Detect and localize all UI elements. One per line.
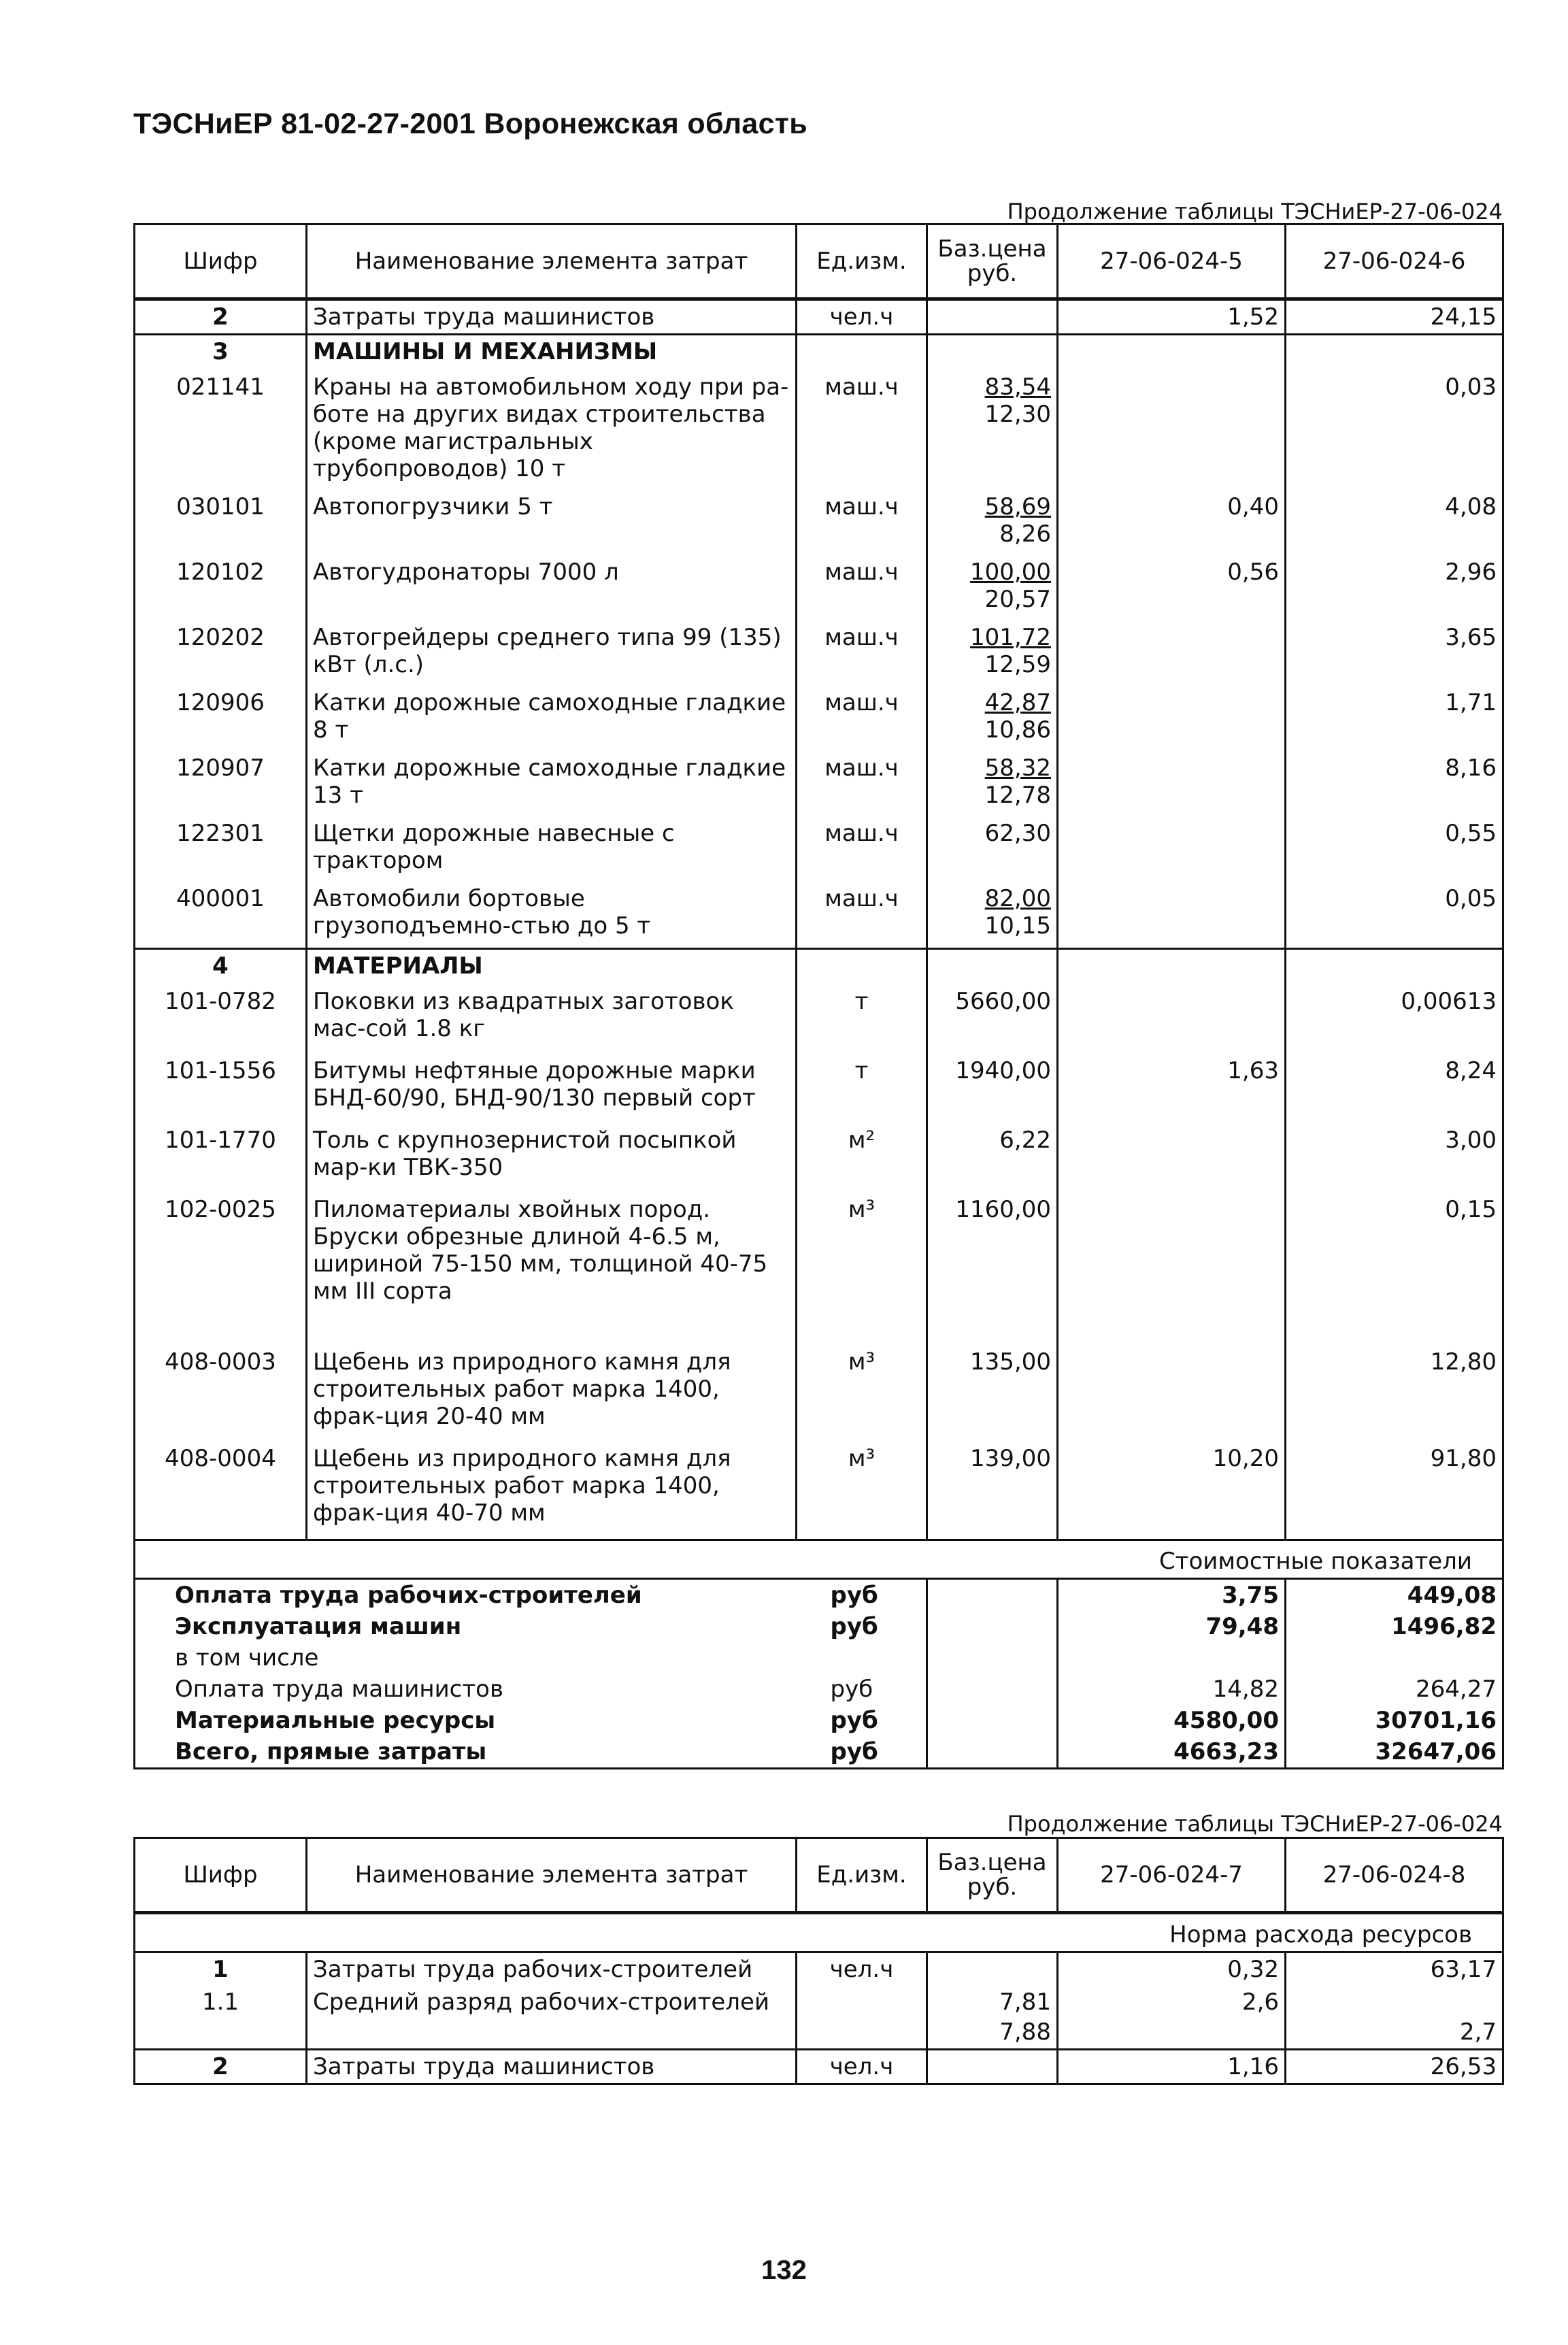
table-row (135, 1124, 1503, 1193)
summary-unit: руб (830, 1738, 878, 1765)
summary-value-a: 3,75 (1058, 1579, 1286, 1612)
summary-value-b (1286, 1642, 1503, 1674)
table-row (135, 2018, 1503, 2050)
row-price: 1160,00 (927, 1193, 1058, 1346)
resource-table (133, 223, 1504, 1769)
summary-row (135, 1611, 1503, 1642)
summary-row (135, 1579, 1503, 1612)
row-name: Автогудронаторы 7000 л (307, 556, 797, 621)
operator-wage: 12,78 (984, 782, 1051, 809)
base-price: 82,00 (984, 885, 1051, 912)
row-name: Краны на автомобильном ходу при ра-боте на других видах строительства (кроме магистральных трубопроводов) 10 т (307, 371, 797, 490)
row-unit (797, 1986, 927, 2018)
row-price (927, 686, 1058, 752)
row-price (927, 2050, 1058, 2084)
row-value-a (1058, 371, 1286, 490)
row-unit: т (797, 985, 927, 1054)
summary-label: в том числе (175, 1644, 319, 1672)
page-number: 132 (761, 2255, 807, 2285)
summary-label: Оплата труда рабочих-строителей (135, 1579, 797, 1612)
row-code: 021141 (176, 373, 265, 401)
summary-row (135, 1674, 1503, 1705)
base-price: 101,72 (970, 624, 1051, 651)
row-value-a: 0,56 (1058, 556, 1286, 621)
row-code: 122301 (176, 820, 265, 847)
summary-unit: руб (797, 1579, 927, 1612)
row-value-a: 10,20 (1058, 1442, 1286, 1540)
col-header-a: 27-06-024-5 (1058, 224, 1286, 299)
row-value-b: 3,65 (1286, 621, 1503, 686)
row-code: 120906 (176, 689, 265, 716)
row-price (927, 556, 1058, 621)
row-value-b: 8,24 (1286, 1054, 1503, 1124)
operator-wage: 8,26 (999, 520, 1051, 548)
summary-price (927, 1705, 1058, 1736)
row-name: Затраты труда рабочих-строителей (307, 1952, 797, 1986)
table-header-row (135, 224, 1503, 299)
row-value-b: 1,71 (1286, 686, 1503, 752)
summary-row (135, 1736, 1503, 1769)
row-unit: м² (797, 1124, 927, 1193)
table-row (135, 752, 1503, 817)
table-row (135, 1193, 1503, 1346)
summary-row (135, 1642, 1503, 1674)
summary-value-a (1058, 1642, 1286, 1674)
row-unit: м³ (797, 1442, 927, 1540)
row-unit: маш.ч (797, 752, 927, 817)
col-header-name: Наименование элемента затрат (307, 1838, 797, 1913)
operator-wage: 10,86 (984, 716, 1051, 744)
section-title: МАШИНЫ И МЕХАНИЗМЫ (307, 335, 797, 371)
col-header-b: 27-06-024-6 (1286, 224, 1503, 299)
table-row (135, 2050, 1503, 2084)
row-price: 7,88 (927, 2018, 1058, 2050)
operator-wage: 12,30 (984, 401, 1051, 428)
table-row (135, 1986, 1503, 2018)
col-header-price: Баз.цена руб. (927, 224, 1058, 299)
row-code: 408-0003 (165, 1348, 276, 1376)
summary-label: Эксплуатация машин (175, 1613, 462, 1640)
row-name: Поковки из квадратных заготовок мас-сой 1.8 кг (307, 985, 797, 1054)
table-header-row (135, 1838, 1503, 1913)
col-header-code: Шифр (135, 224, 307, 299)
row-name: Затраты труда машинистов (307, 299, 797, 335)
row-name: Толь с крупнозернистой посыпкой мар-ки ТВК-350 (307, 1124, 797, 1193)
table-row (135, 299, 1503, 335)
row-value-a: 0,40 (1058, 490, 1286, 556)
col-header-unit: Ед.изм. (797, 224, 927, 299)
table-row (135, 1952, 1503, 1986)
row-value-b: 0,00613 (1286, 985, 1503, 1054)
summary-unit: руб (830, 1613, 878, 1640)
row-unit: маш.ч (797, 621, 927, 686)
table-caption: Продолжение таблицы ТЭСНиЕР-27-06-024 (1007, 199, 1503, 224)
table-row (135, 817, 1503, 882)
table-caption: Продолжение таблицы ТЭСНиЕР-27-06-024 (1007, 1811, 1503, 1837)
row-code: 101-0782 (165, 988, 276, 1015)
table-row (135, 621, 1503, 686)
summary-value-b: 264,27 (1286, 1674, 1503, 1705)
table-row (135, 686, 1503, 752)
row-value-b: 2,7 (1286, 2018, 1503, 2050)
summary-price (927, 1674, 1058, 1705)
row-value-a: 0,32 (1058, 1952, 1286, 1986)
row-code: 120202 (176, 624, 265, 651)
row-name (307, 2018, 797, 2050)
row-name: Автопогрузчики 5 т (307, 490, 797, 556)
row-price: 139,00 (927, 1442, 1058, 1540)
row-price: 7,81 (927, 1986, 1058, 2018)
row-unit (797, 2018, 927, 2050)
row-unit: маш.ч (797, 817, 927, 882)
row-code: 102-0025 (165, 1196, 276, 1223)
row-price (927, 752, 1058, 817)
row-price (927, 371, 1058, 490)
table-row (135, 1442, 1503, 1540)
col-header-b: 27-06-024-8 (1286, 1838, 1503, 1913)
row-name: Пиломатериалы хвойных пород. Бруски обрезные длиной 4-6.5 м, шириной 75-150 мм, толщиной 40-75 мм III сорта (307, 1193, 797, 1346)
row-value-a (1058, 621, 1286, 686)
col-header-a: 27-06-024-7 (1058, 1838, 1286, 1913)
row-value-b: 0,03 (1286, 371, 1503, 490)
row-price: 5660,00 (927, 985, 1058, 1054)
row-name: Щебень из природного камня для строительных работ марка 1400, фрак-ция 40-70 мм (307, 1442, 797, 1540)
summary-price (927, 1611, 1058, 1642)
row-name: Затраты труда машинистов (307, 2050, 797, 2084)
table-row (135, 985, 1503, 1054)
row-code: 120102 (176, 559, 265, 586)
row-unit: т (797, 1054, 927, 1124)
summary-unit: руб (830, 1707, 878, 1734)
row-code: 101-1770 (165, 1127, 276, 1154)
table-row (135, 371, 1503, 490)
operator-wage: 12,59 (984, 651, 1051, 678)
col-header-price: Баз.цена руб. (927, 1838, 1058, 1913)
row-value-a (1058, 882, 1286, 949)
resource-table (133, 1837, 1504, 2085)
row-unit: маш.ч (797, 490, 927, 556)
summary-value-b: 30701,16 (1286, 1705, 1503, 1736)
row-value-a (1058, 2018, 1286, 2050)
row-value-a: 1,16 (1058, 2050, 1286, 2084)
operator-wage: 10,15 (984, 912, 1051, 939)
row-value-a: 1,63 (1058, 1054, 1286, 1124)
base-price: 83,54 (984, 373, 1051, 401)
row-value-a (1058, 1124, 1286, 1193)
summary-row (135, 1705, 1503, 1736)
row-price (927, 621, 1058, 686)
base-price: 62,30 (984, 820, 1051, 847)
row-code: 408-0004 (165, 1445, 276, 1472)
summary-label: Всего, прямые затраты (175, 1738, 487, 1765)
section-row (135, 335, 1503, 371)
section-title: МАТЕРИАЛЫ (307, 949, 797, 986)
col-header-unit: Ед.изм. (797, 1838, 927, 1913)
row-unit: маш.ч (797, 882, 927, 949)
row-unit: чел.ч (797, 1952, 927, 1986)
row-value-b: 26,53 (1286, 2050, 1503, 2084)
summary-label: Материальные ресурсы (175, 1707, 496, 1734)
summary-price (927, 1579, 1058, 1612)
row-value-b: 0,15 (1286, 1193, 1503, 1346)
row-code: 1.1 (201, 1989, 239, 2016)
row-price (927, 882, 1058, 949)
row-unit: м³ (797, 1346, 927, 1442)
row-name: Битумы нефтяные дорожные марки БНД-60/90, БНД-90/130 первый сорт (307, 1054, 797, 1124)
summary-value-b: 1496,82 (1286, 1611, 1503, 1642)
row-name: Автогрейдеры среднего типа 99 (135) кВт (л.с.) (307, 621, 797, 686)
base-price: 58,69 (984, 493, 1051, 520)
row-value-b: 63,17 (1286, 1952, 1503, 1986)
base-price: 100,00 (970, 559, 1051, 586)
row-value-b: 12,80 (1286, 1346, 1503, 1442)
row-unit: маш.ч (797, 556, 927, 621)
row-unit: чел.ч (797, 299, 927, 335)
summary-value-b: 449,08 (1286, 1579, 1503, 1612)
summary-value-a: 4663,23 (1058, 1736, 1286, 1769)
table-row (135, 490, 1503, 556)
norm-label: Норма расхода ресурсов (135, 1913, 1503, 1952)
summary-value-a: 4580,00 (1058, 1705, 1286, 1736)
row-value-a (1058, 686, 1286, 752)
section-row (135, 949, 1503, 986)
operator-wage: 20,57 (984, 586, 1051, 613)
row-code: 101-1556 (165, 1057, 276, 1084)
base-price: 58,32 (984, 754, 1051, 782)
row-value-b (1286, 1986, 1503, 2018)
row-code: 2 (135, 2050, 307, 2084)
section-code: 3 (135, 335, 307, 371)
row-unit: маш.ч (797, 371, 927, 490)
row-code: 400001 (176, 885, 265, 912)
row-name: Щебень из природного камня для строительных работ марка 1400, фрак-ция 20-40 мм (307, 1346, 797, 1442)
summary-value-b: 32647,06 (1286, 1736, 1503, 1769)
row-value-b: 0,55 (1286, 817, 1503, 882)
row-value-a: 1,52 (1058, 299, 1286, 335)
summary-value-a: 14,82 (1058, 1674, 1286, 1705)
row-value-a (1058, 1346, 1286, 1442)
row-price: 6,22 (927, 1124, 1058, 1193)
row-code: 1 (135, 1952, 307, 1986)
summary-unit: руб (830, 1676, 873, 1703)
norm-header (135, 1913, 1503, 1952)
base-price: 42,87 (984, 689, 1051, 716)
summary-label: Оплата труда машинистов (175, 1676, 504, 1703)
row-price: 135,00 (927, 1346, 1058, 1442)
table-row (135, 1054, 1503, 1124)
table-row (135, 882, 1503, 949)
row-value-a (1058, 752, 1286, 817)
summary-price (927, 1642, 1058, 1674)
row-value-a (1058, 1193, 1286, 1346)
table-row (135, 1346, 1503, 1442)
summary-unit (797, 1642, 927, 1674)
row-value-b: 91,80 (1286, 1442, 1503, 1540)
summary-price (927, 1736, 1058, 1769)
row-value-b: 3,00 (1286, 1124, 1503, 1193)
row-value-b: 8,16 (1286, 752, 1503, 817)
row-price (927, 1952, 1058, 1986)
section-code: 4 (135, 949, 307, 986)
row-value-b: 0,05 (1286, 882, 1503, 949)
summary-value-a: 79,48 (1058, 1611, 1286, 1642)
row-value-b: 4,08 (1286, 490, 1503, 556)
row-value-a: 2,6 (1058, 1986, 1286, 2018)
row-code: 2 (212, 303, 229, 331)
row-name: Щетки дорожные навесные с трактором (307, 817, 797, 882)
cost-indicators-label: Стоимостные показатели (135, 1540, 1503, 1579)
row-price (927, 817, 1058, 882)
row-unit: м³ (797, 1193, 927, 1346)
row-price: 1940,00 (927, 1054, 1058, 1124)
row-name: Средний разряд рабочих-строителей (307, 1986, 797, 2018)
row-price (927, 490, 1058, 556)
row-name: Катки дорожные самоходные гладкие 13 т (307, 752, 797, 817)
row-code: 030101 (176, 493, 265, 520)
row-value-b: 2,96 (1286, 556, 1503, 621)
row-code: 120907 (176, 754, 265, 782)
col-header-code: Шифр (135, 1838, 307, 1913)
document-title: ТЭСНиЕР 81-02-27-2001 Воронежская область (133, 107, 807, 140)
row-unit: маш.ч (797, 686, 927, 752)
row-unit: чел.ч (797, 2050, 927, 2084)
cost-indicators-header (135, 1540, 1503, 1579)
table-row (135, 556, 1503, 621)
row-name: Автомобили бортовые грузоподъемно-стью до 5 т (307, 882, 797, 949)
col-header-name: Наименование элемента затрат (307, 224, 797, 299)
row-value-a (1058, 985, 1286, 1054)
row-code (135, 2018, 307, 2050)
row-name: Катки дорожные самоходные гладкие 8 т (307, 686, 797, 752)
row-price (927, 299, 1058, 335)
row-value-b: 24,15 (1286, 299, 1503, 335)
row-value-a (1058, 817, 1286, 882)
